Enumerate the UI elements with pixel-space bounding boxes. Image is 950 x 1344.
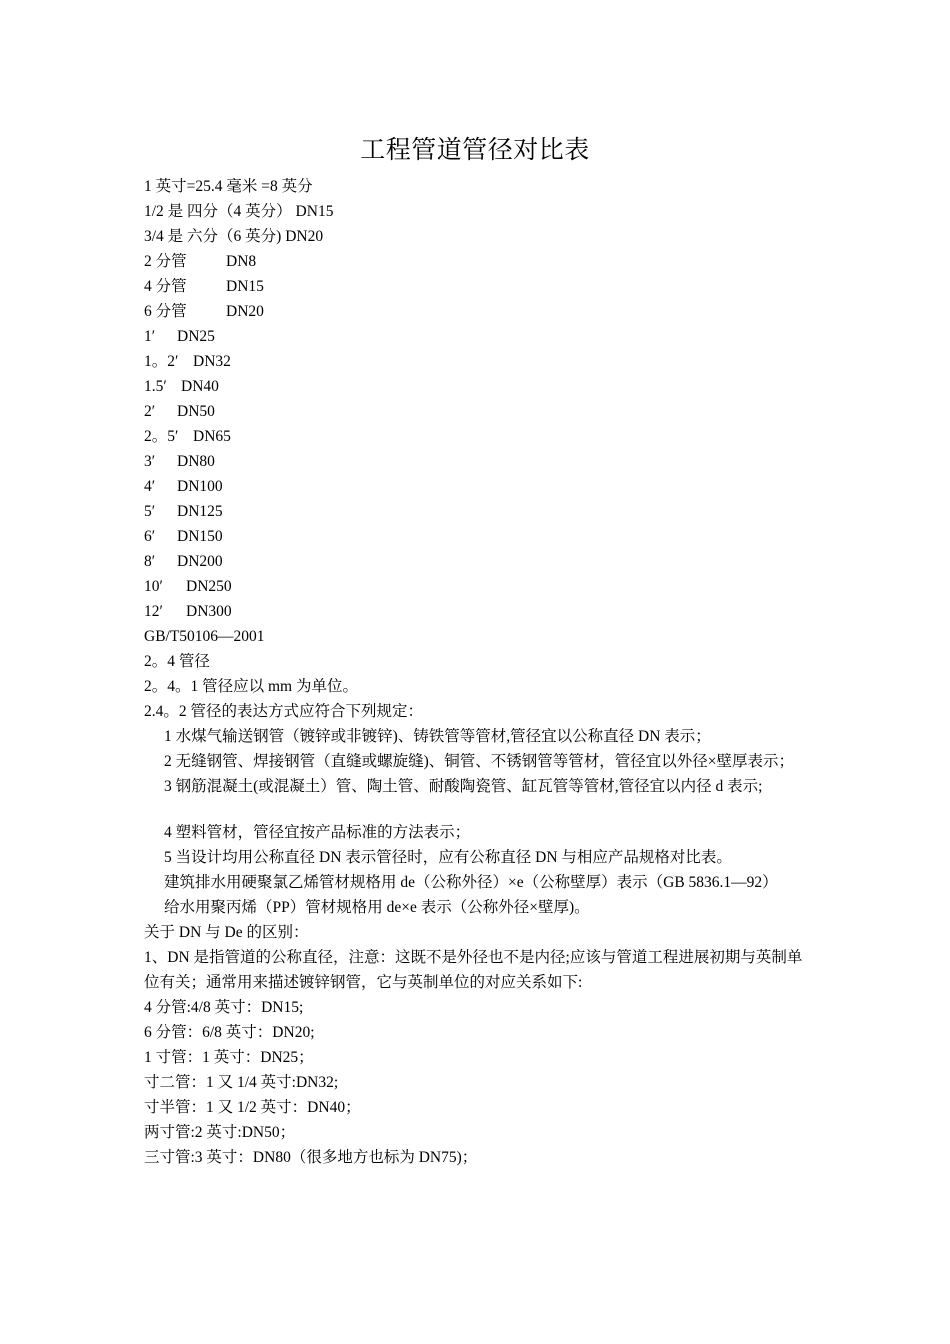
note-paragraph: 建筑排水用硬聚氯乙烯管材规格用 de（公称外径）×e（公称壁厚）表示（GB 5836.1—92） bbox=[164, 874, 778, 891]
mapping-line: 两寸管:2 英寸:DN50； bbox=[144, 1124, 296, 1141]
rule-item: 3 钢筋混凝土(或混凝土）管、陶土管、耐酸陶瓷管、缸瓦管等管材,管径宜以内径 d 表示; bbox=[164, 778, 763, 795]
standard-code: GB/T50106—2001 bbox=[144, 628, 265, 645]
dn-value: DN200 bbox=[177, 553, 223, 570]
size-row bbox=[144, 549, 812, 574]
size-row bbox=[144, 399, 812, 424]
size-row bbox=[144, 574, 812, 599]
dn-value: DN300 bbox=[186, 603, 232, 620]
document-title: 工程管道管径对比表 bbox=[360, 135, 590, 164]
size-label: 5′ bbox=[144, 503, 156, 520]
size-label: 1。2′ bbox=[144, 353, 179, 370]
rule-item: 1 水煤气输送钢管（镀锌或非镀锌)、铸铁管等管材,管径宜以公称直径 DN 表示； bbox=[164, 728, 711, 745]
rule-item: 5 当设计均用公称直径 DN 表示管径时，应有公称直径 DN 与相应产品规格对比表。 bbox=[164, 849, 732, 866]
size-label: 1′ bbox=[144, 328, 156, 345]
size-row bbox=[144, 274, 812, 299]
size-label: 12′ bbox=[144, 603, 163, 620]
text-line: 1/2 是 四分（4 英分） DN15 bbox=[144, 203, 334, 220]
size-row bbox=[144, 474, 812, 499]
size-label: 6′ bbox=[144, 528, 156, 545]
size-label: 8′ bbox=[144, 553, 156, 570]
mapping-line: 1 寸管：1 英寸：DN25； bbox=[144, 1049, 314, 1066]
dn-value: DN250 bbox=[186, 578, 232, 595]
size-label: 2。5′ bbox=[144, 428, 179, 445]
size-label: 4′ bbox=[144, 478, 156, 495]
size-label: 3′ bbox=[144, 453, 156, 470]
size-row bbox=[144, 249, 812, 274]
size-label: 10′ bbox=[144, 578, 163, 595]
size-row bbox=[144, 499, 812, 524]
size-label: 4 分管 bbox=[144, 278, 187, 295]
size-row bbox=[144, 424, 812, 449]
size-row bbox=[144, 524, 812, 549]
dn-value: DN25 bbox=[177, 328, 215, 345]
dn-value: DN65 bbox=[193, 428, 231, 445]
mapping-line: 三寸管:3 英寸：DN80（很多地方也标为 DN75)； bbox=[144, 1149, 478, 1166]
dn-value: DN15 bbox=[226, 278, 264, 295]
dn-value: DN80 bbox=[177, 453, 215, 470]
clause: 2。4。1 管径应以 mm 为单位。 bbox=[144, 678, 358, 695]
size-label: 2 分管 bbox=[144, 253, 187, 270]
size-row bbox=[144, 349, 812, 374]
rule-item: 4 塑料管材，管径宜按产品标准的方法表示； bbox=[164, 824, 471, 841]
document-body bbox=[144, 174, 812, 1170]
text-line: 3/4 是 六分（6 英分) DN20 bbox=[144, 228, 324, 245]
dn-value: DN20 bbox=[226, 303, 264, 320]
blank-line bbox=[144, 799, 812, 820]
section-heading: 2。4 管径 bbox=[144, 653, 210, 670]
subheading: 关于 DN 与 De 的区别： bbox=[144, 924, 309, 941]
dn-value: DN40 bbox=[181, 378, 219, 395]
dn-value: DN150 bbox=[177, 528, 223, 545]
size-label: 2′ bbox=[144, 403, 156, 420]
dn-value: DN125 bbox=[177, 503, 223, 520]
note-paragraph: 给水用聚丙烯（PP）管材规格用 de×e 表示（公称外径×壁厚)。 bbox=[164, 899, 590, 916]
dn-value: DN8 bbox=[226, 253, 257, 270]
size-row bbox=[144, 599, 812, 624]
size-row bbox=[144, 449, 812, 474]
size-label: 6 分管 bbox=[144, 303, 187, 320]
mapping-line: 寸半管：1 又 1/2 英寸：DN40； bbox=[144, 1099, 361, 1116]
size-row bbox=[144, 374, 812, 399]
mapping-line: 4 分管:4/8 英寸：DN15; bbox=[144, 999, 304, 1016]
text-line: 1 英寸=25.4 毫米 =8 英分 bbox=[144, 178, 313, 195]
clause: 2.4。2 管径的表达方式应符合下列规定： bbox=[144, 703, 424, 720]
size-row bbox=[144, 324, 812, 349]
size-label: 1.5′ bbox=[144, 378, 167, 395]
rule-item: 2 无缝钢管、焊接钢管（直缝或螺旋缝)、铜管、不锈钢管等管材，管径宜以外径×壁厚表示； bbox=[164, 753, 795, 770]
dn-value: DN32 bbox=[193, 353, 231, 370]
dn-value: DN100 bbox=[177, 478, 223, 495]
dn-value: DN50 bbox=[177, 403, 215, 420]
mapping-line: 6 分管：6/8 英寸：DN20; bbox=[144, 1024, 315, 1041]
size-row bbox=[144, 299, 812, 324]
mapping-line: 寸二管：1 又 1/4 英寸:DN32; bbox=[144, 1074, 339, 1091]
paragraph: 1、DN 是指管道的公称直径，注意：这既不是外径也不是内径;应该与管道工程进展初期与英制单位有关；通常用来描述镀锌钢管，它与英制单位的对应关系如下: bbox=[144, 949, 803, 991]
